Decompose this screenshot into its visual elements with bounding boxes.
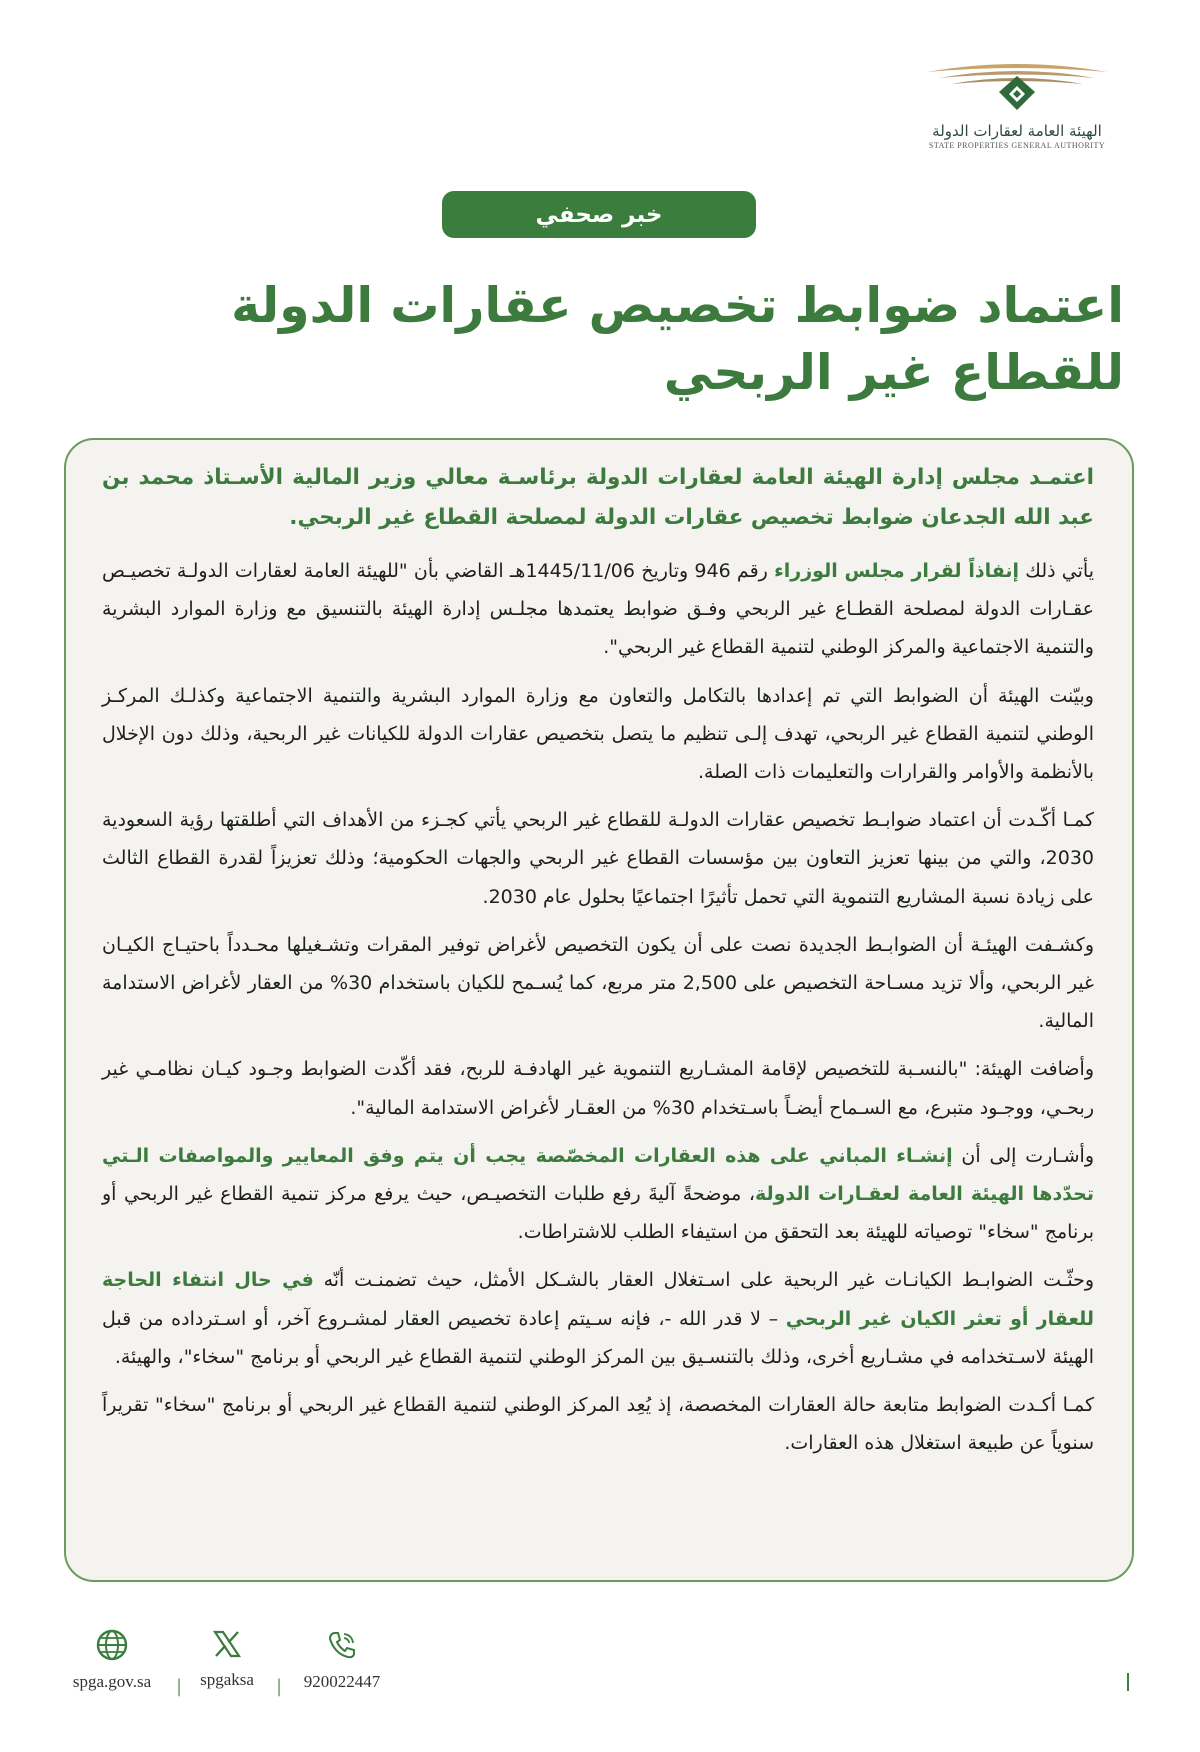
website-contact[interactable] bbox=[62, 1628, 162, 1692]
globe-icon bbox=[95, 1628, 129, 1662]
social-handle-label: spgaksa bbox=[200, 1670, 254, 1689]
lead-paragraph: اعتمـد مجلس إدارة الهيئة العامة لعقارات الدولة برئاسـة معالي وزير المالية الأسـتاذ محمد بن عبد الله الجدعان ضوابط تخصيص عقارات الدولة لمصلحة القطاع غير الربحي. bbox=[102, 465, 1094, 530]
social-contact[interactable] bbox=[192, 1628, 262, 1690]
paragraph-1-text-a: يأتي ذلك bbox=[1019, 560, 1095, 582]
contact-footer bbox=[62, 1628, 422, 1708]
website-label: spga.gov.sa bbox=[72, 1672, 152, 1691]
logo-english-name: STATE PROPERTIES GENERAL AUTHORITY bbox=[928, 141, 1106, 150]
phone-contact[interactable] bbox=[292, 1628, 392, 1692]
phone-number-label: 920022447 bbox=[303, 1672, 381, 1691]
paragraph-3: كمـا أكّـدت أن اعتماد ضوابـط تخصيص عقارات الدولـة للقطاع غير الربحي يأتي كجـزء من الأهداف التي أطلقتها رؤية السعودية 2030، والتي من بينها تعزيز التعاون بين مؤسسات القطاع غير الربحي والجهات الحكومية؛ وذلك تعزيزاً لقدرة القطاع الثالث على زيادة نسبة المشاريع التنموية التي تحمل تأثيرًا اجتماعيًا بحلول عام 2030. bbox=[102, 809, 1094, 908]
x-logo-icon bbox=[211, 1628, 243, 1660]
paragraph-6 bbox=[102, 1137, 1094, 1252]
paragraph-7-highlight: في حال انتفاء الحاجة للعقار أو تعثر الكيان غير الربحي bbox=[102, 1269, 1094, 1330]
paragraph-1 bbox=[102, 552, 1094, 667]
title-line-1: اعتماد ضوابط تخصيص عقارات الدولة bbox=[231, 277, 1124, 334]
paragraph-8: كمـا أكـدت الضوابط متابعة حالة العقارات المخصصة، إذ يُعِد المركز الوطني لتنمية القطاع غير الربحي أو برنامج "سخاء" تقريراً سنوياً عن طبيعة استغلال هذه العقارات. bbox=[102, 1394, 1094, 1455]
paragraph-6-text-b: ، موضحةً آليةَ رفع طلبات التخصيـص، حيث يرفع مركز تنمية القطاع غير الربحي أو برنامج "سخاء" توصياته للهيئة بعد التحقق من استيفاء الطلب للاشتراطات. bbox=[102, 1183, 1094, 1244]
title-line-2: للقطاع غير الربحي bbox=[663, 344, 1124, 401]
paragraph-6-text-a: وأشـارت إلى أن bbox=[952, 1144, 1095, 1167]
logo-arabic-name: الهيئة العامة لعقارات الدولة bbox=[932, 122, 1102, 140]
paragraph-1-text-b: رقم 946 وتاريخ 1445/11/06هـ القاضي بأن "للهيئة العامة لعقارات الدولـة تخصيـص عقـارات الدولة لمصلحة القطـاع غير الربحي وفـق ضوابط يعتمدها مجلـس إدارة الهيئة بالتنسيق مع وزارة الموارد البشرية والتنمية الاجتماعية والمركز الوطني لتنمية القطاع غير الربحي". bbox=[102, 560, 1094, 659]
page-marker bbox=[1127, 1673, 1129, 1691]
footer-separator: | bbox=[276, 1676, 283, 1697]
paragraph-7-text-b: – لا قدر الله -، فإنه سـيتم إعادة تخصيص العقار لمشـروع آخر، أو اسـترداده من قبل الهيئة لاسـتخدامه في مشـاريع أخرى، وذلك بالتنسـيق بين المركز الوطني لتنمية القطاع غير الربحي أو برنامج "سخاء"، والهيئة. bbox=[102, 1307, 1094, 1368]
paragraph-5: وأضافت الهيئة: "بالنسـبة للتخصيص لإقامة المشـاريع التنموية غير الهادفـة للربح، فقد أكّدت الضوابط وجـود كيـان نظامـي غير ربحـي، ووجـود متبرع، مع السـماح أيضـاً باسـتخدام 30% من العقـار لأغراض الاستدامة المالية". bbox=[102, 1058, 1094, 1119]
logo-emblem-icon bbox=[917, 58, 1117, 118]
paragraph-7-text-a: وحثّـت الضوابـط الكيانـات غير الربحية على اسـتغلال العقار بالشـكل الأمثل، حيث تضمنـت أنّه bbox=[313, 1269, 1095, 1292]
page-title bbox=[124, 272, 1124, 406]
paragraph-7 bbox=[102, 1261, 1094, 1376]
phone-icon bbox=[325, 1628, 359, 1662]
article-body bbox=[64, 438, 1134, 1582]
authority-logo bbox=[912, 58, 1122, 150]
footer-separator: | bbox=[176, 1676, 183, 1697]
paragraph-6-highlight: إنشـاء المباني على هذه العقارات المخصّصة يجب أن يتم وفق المعايير والمواصفات الـتي تحدّدها الهيئة العامة لعقـارات الدولة bbox=[102, 1144, 1094, 1206]
press-release-badge: خبر صحفي bbox=[442, 191, 756, 238]
paragraph-4: وكشـفت الهيئـة أن الضوابـط الجديدة نصت على أن يكون التخصيص لأغراض توفير المقرات وتشـغيلها محـدداً باحتيـاج الكيـان غير الربحي، وألا تزيد مسـاحة التخصيص على 2,500 متر مربع، كما يُسـمح للكيان باستخدام 30% من العقار لأغراض الاستدامة المالية. bbox=[102, 933, 1094, 1033]
paragraph-2: وبيّنت الهيئة أن الضوابط التي تم إعدادها بالتكامل والتعاون مع وزارة الموارد البشرية والتنمية الاجتماعية وكذلـك المركـز الوطني لتنمية القطاع غير الربحي، تهدف إلـى تنظيم ما يتصل بتخصيص عقارات الدولة للكيانات غير الربحية، وذلك دون الإخلال بالأنظمة والأوامر والقرارات والتعليمات ذات الصلة. bbox=[102, 684, 1094, 784]
paragraph-1-highlight: إنفاذاً لقرار مجلس الوزراء bbox=[774, 560, 1020, 582]
